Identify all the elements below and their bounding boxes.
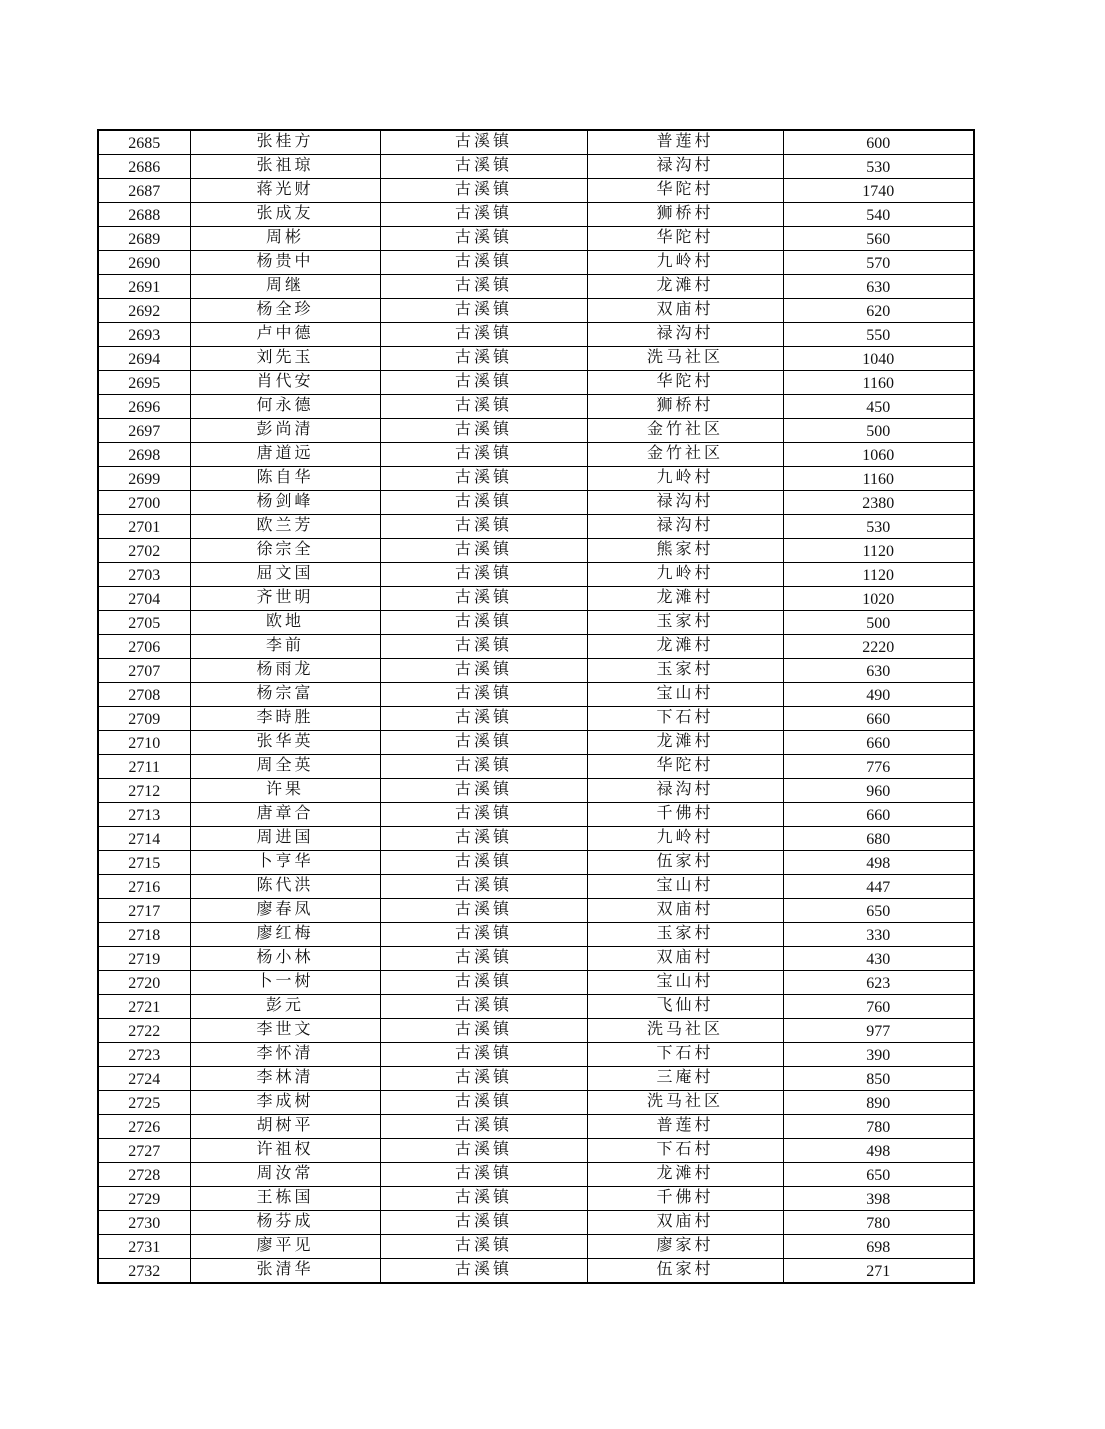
table-row xyxy=(98,683,974,707)
town-name-cell: 古溪镇 xyxy=(380,1139,587,1163)
table-row xyxy=(98,923,974,947)
village-name-cell: 洗马社区 xyxy=(587,1019,783,1043)
person-name-cell: 唐章合 xyxy=(190,803,380,827)
row-number-cell: 2706 xyxy=(98,635,190,659)
person-name-cell: 李世文 xyxy=(190,1019,380,1043)
village-name-cell: 千佛村 xyxy=(587,1187,783,1211)
table-row xyxy=(98,227,974,251)
person-name-cell: 欧兰芳 xyxy=(190,515,380,539)
village-name-cell: 禄沟村 xyxy=(587,155,783,179)
amount-cell: 630 xyxy=(783,275,974,299)
village-name-cell: 九岭村 xyxy=(587,251,783,275)
table-row xyxy=(98,995,974,1019)
amount-cell: 450 xyxy=(783,395,974,419)
table-row xyxy=(98,851,974,875)
person-name-cell: 张祖琼 xyxy=(190,155,380,179)
amount-cell: 650 xyxy=(783,899,974,923)
table-row xyxy=(98,635,974,659)
village-name-cell: 金竹社区 xyxy=(587,419,783,443)
amount-cell: 960 xyxy=(783,779,974,803)
table-row xyxy=(98,611,974,635)
village-name-cell: 九岭村 xyxy=(587,467,783,491)
person-name-cell: 杨贵中 xyxy=(190,251,380,275)
data-table xyxy=(97,129,975,1284)
amount-cell: 530 xyxy=(783,155,974,179)
person-name-cell: 周汝常 xyxy=(190,1163,380,1187)
town-name-cell: 古溪镇 xyxy=(380,563,587,587)
town-name-cell: 古溪镇 xyxy=(380,1091,587,1115)
person-name-cell: 陈代洪 xyxy=(190,875,380,899)
row-number-cell: 2697 xyxy=(98,419,190,443)
amount-cell: 500 xyxy=(783,419,974,443)
town-name-cell: 古溪镇 xyxy=(380,1187,587,1211)
village-name-cell: 龙滩村 xyxy=(587,587,783,611)
person-name-cell: 周继 xyxy=(190,275,380,299)
table-row xyxy=(98,323,974,347)
person-name-cell: 张华英 xyxy=(190,731,380,755)
amount-cell: 2220 xyxy=(783,635,974,659)
person-name-cell: 廖春凤 xyxy=(190,899,380,923)
table-row xyxy=(98,539,974,563)
person-name-cell: 卜亨华 xyxy=(190,851,380,875)
amount-cell: 977 xyxy=(783,1019,974,1043)
row-number-cell: 2701 xyxy=(98,515,190,539)
town-name-cell: 古溪镇 xyxy=(380,467,587,491)
person-name-cell: 李林清 xyxy=(190,1067,380,1091)
amount-cell: 447 xyxy=(783,875,974,899)
village-name-cell: 禄沟村 xyxy=(587,779,783,803)
village-name-cell: 华陀村 xyxy=(587,371,783,395)
table-row xyxy=(98,251,974,275)
row-number-cell: 2700 xyxy=(98,491,190,515)
village-name-cell: 金竹社区 xyxy=(587,443,783,467)
person-name-cell: 许祖权 xyxy=(190,1139,380,1163)
amount-cell: 560 xyxy=(783,227,974,251)
row-number-cell: 2705 xyxy=(98,611,190,635)
town-name-cell: 古溪镇 xyxy=(380,179,587,203)
row-number-cell: 2715 xyxy=(98,851,190,875)
town-name-cell: 古溪镇 xyxy=(380,227,587,251)
amount-cell: 660 xyxy=(783,731,974,755)
person-name-cell: 陈自华 xyxy=(190,467,380,491)
person-name-cell: 何永德 xyxy=(190,395,380,419)
village-name-cell: 玉家村 xyxy=(587,611,783,635)
village-name-cell: 伍家村 xyxy=(587,851,783,875)
amount-cell: 500 xyxy=(783,611,974,635)
town-name-cell: 古溪镇 xyxy=(380,827,587,851)
amount-cell: 600 xyxy=(783,130,974,155)
table-row xyxy=(98,130,974,155)
table-row xyxy=(98,827,974,851)
village-name-cell: 华陀村 xyxy=(587,755,783,779)
village-name-cell: 双庙村 xyxy=(587,1211,783,1235)
town-name-cell: 古溪镇 xyxy=(380,130,587,155)
person-name-cell: 唐道远 xyxy=(190,443,380,467)
amount-cell: 550 xyxy=(783,323,974,347)
row-number-cell: 2731 xyxy=(98,1235,190,1259)
town-name-cell: 古溪镇 xyxy=(380,659,587,683)
row-number-cell: 2707 xyxy=(98,659,190,683)
row-number-cell: 2726 xyxy=(98,1115,190,1139)
row-number-cell: 2716 xyxy=(98,875,190,899)
town-name-cell: 古溪镇 xyxy=(380,275,587,299)
town-name-cell: 古溪镇 xyxy=(380,419,587,443)
town-name-cell: 古溪镇 xyxy=(380,347,587,371)
person-name-cell: 齐世明 xyxy=(190,587,380,611)
table-row xyxy=(98,1259,974,1284)
person-name-cell: 胡树平 xyxy=(190,1115,380,1139)
town-name-cell: 古溪镇 xyxy=(380,251,587,275)
table-row xyxy=(98,707,974,731)
table-row xyxy=(98,179,974,203)
row-number-cell: 2687 xyxy=(98,179,190,203)
amount-cell: 1740 xyxy=(783,179,974,203)
row-number-cell: 2727 xyxy=(98,1139,190,1163)
town-name-cell: 古溪镇 xyxy=(380,1259,587,1284)
table-row xyxy=(98,467,974,491)
row-number-cell: 2693 xyxy=(98,323,190,347)
person-name-cell: 屈文国 xyxy=(190,563,380,587)
table-row xyxy=(98,203,974,227)
person-name-cell: 杨雨龙 xyxy=(190,659,380,683)
amount-cell: 1120 xyxy=(783,563,974,587)
amount-cell: 498 xyxy=(783,1139,974,1163)
village-name-cell: 九岭村 xyxy=(587,827,783,851)
town-name-cell: 古溪镇 xyxy=(380,899,587,923)
table-row xyxy=(98,515,974,539)
village-name-cell: 下石村 xyxy=(587,1043,783,1067)
person-name-cell: 卢中德 xyxy=(190,323,380,347)
town-name-cell: 古溪镇 xyxy=(380,611,587,635)
person-name-cell: 张成友 xyxy=(190,203,380,227)
village-name-cell: 龙滩村 xyxy=(587,635,783,659)
village-name-cell: 三庵村 xyxy=(587,1067,783,1091)
table-row xyxy=(98,1163,974,1187)
person-name-cell: 徐宗全 xyxy=(190,539,380,563)
row-number-cell: 2708 xyxy=(98,683,190,707)
table-row xyxy=(98,1067,974,1091)
table-row xyxy=(98,491,974,515)
town-name-cell: 古溪镇 xyxy=(380,971,587,995)
person-name-cell: 李成树 xyxy=(190,1091,380,1115)
table-row xyxy=(98,443,974,467)
person-name-cell: 杨剑峰 xyxy=(190,491,380,515)
town-name-cell: 古溪镇 xyxy=(380,371,587,395)
row-number-cell: 2730 xyxy=(98,1211,190,1235)
amount-cell: 698 xyxy=(783,1235,974,1259)
table-row xyxy=(98,971,974,995)
row-number-cell: 2696 xyxy=(98,395,190,419)
amount-cell: 650 xyxy=(783,1163,974,1187)
person-name-cell: 杨小林 xyxy=(190,947,380,971)
town-name-cell: 古溪镇 xyxy=(380,1211,587,1235)
village-name-cell: 龙滩村 xyxy=(587,275,783,299)
amount-cell: 1040 xyxy=(783,347,974,371)
town-name-cell: 古溪镇 xyxy=(380,299,587,323)
village-name-cell: 普莲村 xyxy=(587,130,783,155)
table-row xyxy=(98,1019,974,1043)
town-name-cell: 古溪镇 xyxy=(380,491,587,515)
village-name-cell: 华陀村 xyxy=(587,179,783,203)
village-name-cell: 九岭村 xyxy=(587,563,783,587)
amount-cell: 2380 xyxy=(783,491,974,515)
table-row xyxy=(98,395,974,419)
person-name-cell: 蒋光财 xyxy=(190,179,380,203)
amount-cell: 498 xyxy=(783,851,974,875)
person-name-cell: 李怀清 xyxy=(190,1043,380,1067)
village-name-cell: 下石村 xyxy=(587,707,783,731)
town-name-cell: 古溪镇 xyxy=(380,755,587,779)
village-name-cell: 龙滩村 xyxy=(587,1163,783,1187)
village-name-cell: 飞仙村 xyxy=(587,995,783,1019)
town-name-cell: 古溪镇 xyxy=(380,875,587,899)
row-number-cell: 2732 xyxy=(98,1259,190,1284)
row-number-cell: 2690 xyxy=(98,251,190,275)
town-name-cell: 古溪镇 xyxy=(380,851,587,875)
town-name-cell: 古溪镇 xyxy=(380,1163,587,1187)
amount-cell: 890 xyxy=(783,1091,974,1115)
town-name-cell: 古溪镇 xyxy=(380,587,587,611)
table-row xyxy=(98,419,974,443)
table-row xyxy=(98,875,974,899)
table-row xyxy=(98,1043,974,1067)
table-row xyxy=(98,659,974,683)
row-number-cell: 2689 xyxy=(98,227,190,251)
amount-cell: 390 xyxy=(783,1043,974,1067)
village-name-cell: 狮桥村 xyxy=(587,203,783,227)
village-name-cell: 禄沟村 xyxy=(587,323,783,347)
row-number-cell: 2685 xyxy=(98,130,190,155)
town-name-cell: 古溪镇 xyxy=(380,635,587,659)
village-name-cell: 伍家村 xyxy=(587,1259,783,1284)
row-number-cell: 2710 xyxy=(98,731,190,755)
person-name-cell: 杨全珍 xyxy=(190,299,380,323)
row-number-cell: 2688 xyxy=(98,203,190,227)
row-number-cell: 2686 xyxy=(98,155,190,179)
row-number-cell: 2713 xyxy=(98,803,190,827)
amount-cell: 776 xyxy=(783,755,974,779)
amount-cell: 330 xyxy=(783,923,974,947)
person-name-cell: 杨芬成 xyxy=(190,1211,380,1235)
table-row xyxy=(98,1139,974,1163)
amount-cell: 680 xyxy=(783,827,974,851)
person-name-cell: 张清华 xyxy=(190,1259,380,1284)
row-number-cell: 2719 xyxy=(98,947,190,971)
town-name-cell: 古溪镇 xyxy=(380,923,587,947)
village-name-cell: 双庙村 xyxy=(587,899,783,923)
person-name-cell: 肖代安 xyxy=(190,371,380,395)
table-row xyxy=(98,563,974,587)
amount-cell: 398 xyxy=(783,1187,974,1211)
table-row xyxy=(98,299,974,323)
amount-cell: 620 xyxy=(783,299,974,323)
amount-cell: 660 xyxy=(783,707,974,731)
village-name-cell: 洗马社区 xyxy=(587,347,783,371)
row-number-cell: 2721 xyxy=(98,995,190,1019)
person-name-cell: 李時胜 xyxy=(190,707,380,731)
amount-cell: 850 xyxy=(783,1067,974,1091)
village-name-cell: 廖家村 xyxy=(587,1235,783,1259)
person-name-cell: 周全英 xyxy=(190,755,380,779)
town-name-cell: 古溪镇 xyxy=(380,1067,587,1091)
person-name-cell: 张桂方 xyxy=(190,130,380,155)
row-number-cell: 2718 xyxy=(98,923,190,947)
row-number-cell: 2695 xyxy=(98,371,190,395)
amount-cell: 623 xyxy=(783,971,974,995)
table-row xyxy=(98,1235,974,1259)
person-name-cell: 周彬 xyxy=(190,227,380,251)
table-row xyxy=(98,371,974,395)
village-name-cell: 宝山村 xyxy=(587,971,783,995)
table-row xyxy=(98,779,974,803)
amount-cell: 540 xyxy=(783,203,974,227)
table-row xyxy=(98,947,974,971)
amount-cell: 271 xyxy=(783,1259,974,1284)
town-name-cell: 古溪镇 xyxy=(380,683,587,707)
village-name-cell: 玉家村 xyxy=(587,923,783,947)
row-number-cell: 2728 xyxy=(98,1163,190,1187)
row-number-cell: 2714 xyxy=(98,827,190,851)
person-name-cell: 周进国 xyxy=(190,827,380,851)
town-name-cell: 古溪镇 xyxy=(380,515,587,539)
amount-cell: 530 xyxy=(783,515,974,539)
row-number-cell: 2699 xyxy=(98,467,190,491)
row-number-cell: 2698 xyxy=(98,443,190,467)
person-name-cell: 卜一树 xyxy=(190,971,380,995)
town-name-cell: 古溪镇 xyxy=(380,1019,587,1043)
town-name-cell: 古溪镇 xyxy=(380,707,587,731)
town-name-cell: 古溪镇 xyxy=(380,731,587,755)
amount-cell: 430 xyxy=(783,947,974,971)
table-row xyxy=(98,1187,974,1211)
table-row xyxy=(98,155,974,179)
row-number-cell: 2703 xyxy=(98,563,190,587)
amount-cell: 1020 xyxy=(783,587,974,611)
row-number-cell: 2691 xyxy=(98,275,190,299)
person-name-cell: 彭尚清 xyxy=(190,419,380,443)
town-name-cell: 古溪镇 xyxy=(380,995,587,1019)
town-name-cell: 古溪镇 xyxy=(380,203,587,227)
row-number-cell: 2729 xyxy=(98,1187,190,1211)
table-row xyxy=(98,275,974,299)
person-name-cell: 杨宗富 xyxy=(190,683,380,707)
town-name-cell: 古溪镇 xyxy=(380,395,587,419)
village-name-cell: 千佛村 xyxy=(587,803,783,827)
table-row xyxy=(98,899,974,923)
row-number-cell: 2722 xyxy=(98,1019,190,1043)
person-name-cell: 王栋国 xyxy=(190,1187,380,1211)
row-number-cell: 2724 xyxy=(98,1067,190,1091)
row-number-cell: 2709 xyxy=(98,707,190,731)
town-name-cell: 古溪镇 xyxy=(380,155,587,179)
town-name-cell: 古溪镇 xyxy=(380,1235,587,1259)
row-number-cell: 2712 xyxy=(98,779,190,803)
table-row xyxy=(98,1115,974,1139)
village-name-cell: 玉家村 xyxy=(587,659,783,683)
amount-cell: 630 xyxy=(783,659,974,683)
amount-cell: 660 xyxy=(783,803,974,827)
table-row xyxy=(98,347,974,371)
table-row xyxy=(98,1091,974,1115)
amount-cell: 780 xyxy=(783,1211,974,1235)
amount-cell: 570 xyxy=(783,251,974,275)
town-name-cell: 古溪镇 xyxy=(380,443,587,467)
row-number-cell: 2720 xyxy=(98,971,190,995)
amount-cell: 1160 xyxy=(783,371,974,395)
row-number-cell: 2702 xyxy=(98,539,190,563)
village-name-cell: 洗马社区 xyxy=(587,1091,783,1115)
town-name-cell: 古溪镇 xyxy=(380,779,587,803)
row-number-cell: 2725 xyxy=(98,1091,190,1115)
table-row xyxy=(98,1211,974,1235)
village-name-cell: 禄沟村 xyxy=(587,515,783,539)
person-name-cell: 李前 xyxy=(190,635,380,659)
village-name-cell: 普莲村 xyxy=(587,1115,783,1139)
village-name-cell: 双庙村 xyxy=(587,947,783,971)
table-body xyxy=(98,130,974,1283)
amount-cell: 490 xyxy=(783,683,974,707)
village-name-cell: 狮桥村 xyxy=(587,395,783,419)
table-row xyxy=(98,731,974,755)
person-name-cell: 许果 xyxy=(190,779,380,803)
town-name-cell: 古溪镇 xyxy=(380,947,587,971)
amount-cell: 1160 xyxy=(783,467,974,491)
table-row xyxy=(98,803,974,827)
amount-cell: 1060 xyxy=(783,443,974,467)
row-number-cell: 2723 xyxy=(98,1043,190,1067)
village-name-cell: 宝山村 xyxy=(587,683,783,707)
person-name-cell: 彭元 xyxy=(190,995,380,1019)
row-number-cell: 2704 xyxy=(98,587,190,611)
row-number-cell: 2694 xyxy=(98,347,190,371)
person-name-cell: 廖平见 xyxy=(190,1235,380,1259)
amount-cell: 1120 xyxy=(783,539,974,563)
village-name-cell: 禄沟村 xyxy=(587,491,783,515)
village-name-cell: 熊家村 xyxy=(587,539,783,563)
village-name-cell: 华陀村 xyxy=(587,227,783,251)
village-name-cell: 下石村 xyxy=(587,1139,783,1163)
village-name-cell: 龙滩村 xyxy=(587,731,783,755)
person-name-cell: 廖红梅 xyxy=(190,923,380,947)
village-name-cell: 宝山村 xyxy=(587,875,783,899)
table-row xyxy=(98,755,974,779)
row-number-cell: 2692 xyxy=(98,299,190,323)
town-name-cell: 古溪镇 xyxy=(380,323,587,347)
person-name-cell: 刘先玉 xyxy=(190,347,380,371)
town-name-cell: 古溪镇 xyxy=(380,1115,587,1139)
town-name-cell: 古溪镇 xyxy=(380,803,587,827)
town-name-cell: 古溪镇 xyxy=(380,1043,587,1067)
town-name-cell: 古溪镇 xyxy=(380,539,587,563)
person-name-cell: 欧地 xyxy=(190,611,380,635)
amount-cell: 760 xyxy=(783,995,974,1019)
row-number-cell: 2711 xyxy=(98,755,190,779)
village-name-cell: 双庙村 xyxy=(587,299,783,323)
amount-cell: 780 xyxy=(783,1115,974,1139)
table-row xyxy=(98,587,974,611)
row-number-cell: 2717 xyxy=(98,899,190,923)
